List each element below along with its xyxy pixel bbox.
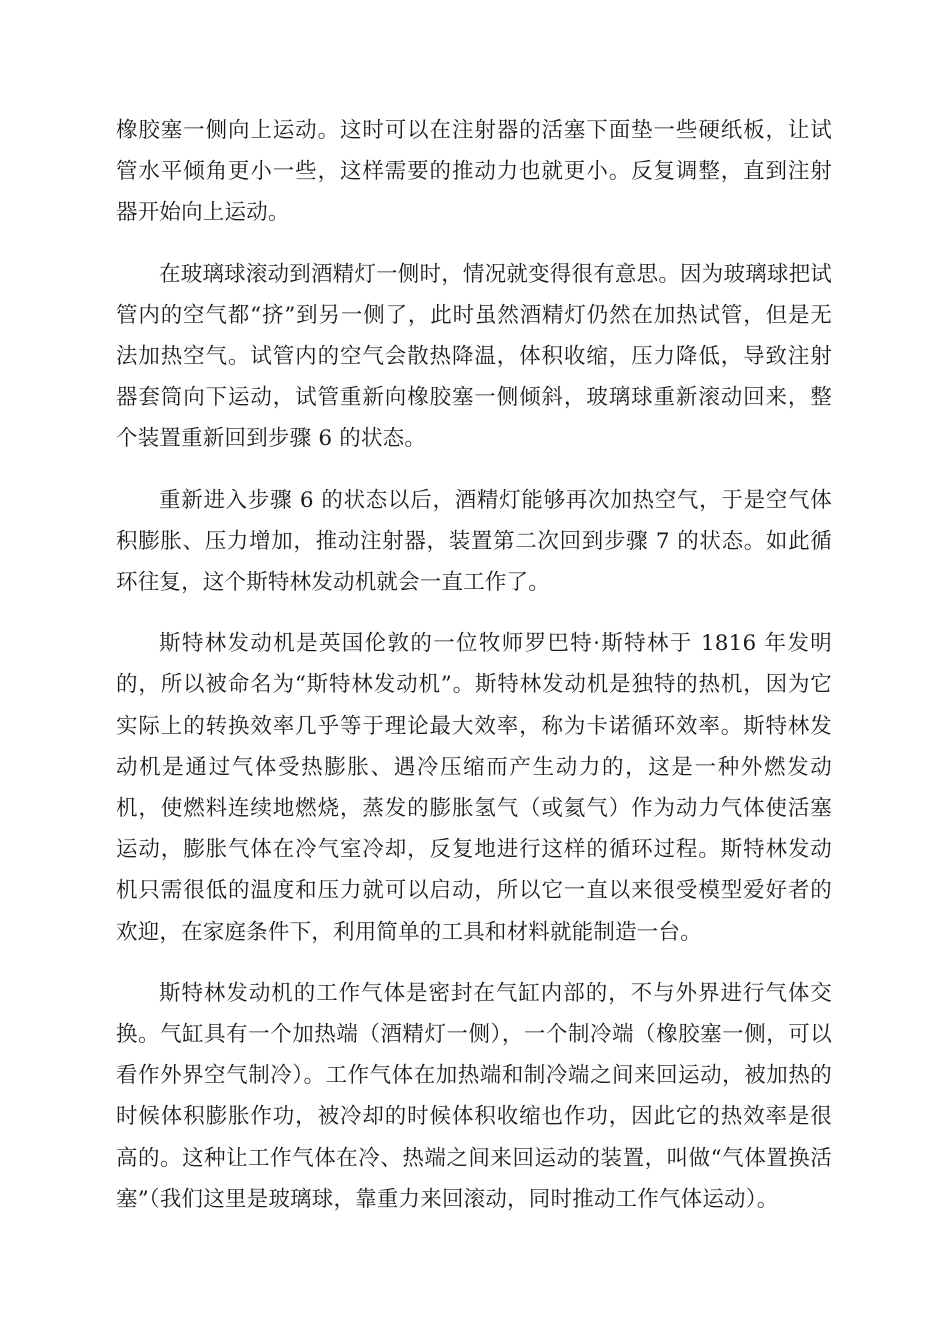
paragraph-1: 橡胶塞一侧向上运动。这时可以在注射器的活塞下面垫一些硬纸板，让试管水平倾角更小一些，这样需要的推动力也就更小。反复调整，直到注射器开始向上运动。 — [116, 118, 832, 226]
paragraph-2: 在玻璃球滚动到酒精灯一侧时，情况就变得很有意思。因为玻璃球把试管内的空气都“挤”到另一侧了，此时虽然酒精灯仍然在加热试管，但是无法加热空气。试管内的空气会散热降温，体积收缩，压力降低，导致注射器套筒向下运动，试管重新向橡胶塞一侧倾斜，玻璃球重新滚动回来，整个装置重新回到步骤 6 的状态。 — [116, 261, 832, 452]
paragraph-4: 斯特林发动机是英国伦敦的一位牧师罗巴特·斯特林于 1816 年发明的，所以被命名为“斯特林发动机”。斯特林发动机是独特的热机，因为它实际上的转换效率几乎等于理论最大效率，称为卡诺循环效率。斯特林发动机是通过气体受热膨胀、遇冷压缩而产生动力的，这是一种外燃发动机，使燃料连续地燃烧，蒸发的膨胀氢气（或氦气）作为动力气体使活塞运动，膨胀气体在冷气室冷却，反复地进行这样的循环过程。斯特林发动机只需很低的温度和压力就可以启动，所以它一直以来很受模型爱好者的欢迎，在家庭条件下，利用简单的工具和材料就能制造一台。 — [116, 631, 832, 945]
paragraph-3: 重新进入步骤 6 的状态以后，酒精灯能够再次加热空气，于是空气体积膨胀、压力增加，推动注射器，装置第二次回到步骤 7 的状态。如此循环往复，这个斯特林发动机就会一直工作了。 — [116, 487, 832, 596]
paragraph-5: 斯特林发动机的工作气体是密封在气缸内部的，不与外界进行气体交换。气缸具有一个加热端（酒精灯一侧），一个制冷端（橡胶塞一侧，可以看作外界空气制冷）。工作气体在加热端和制冷端之间来回运动，被加热的时候体积膨胀作功，被冷却的时候体积收缩也作功，因此它的热效率是很高的。这种让工作气体在冷、热端之间来回运动的装置，叫做“气体置换活塞”（我们这里是玻璃球，靠重力来回滚动，同时推动工作气体运动）。 — [116, 980, 832, 1212]
document-body — [116, 110, 832, 1240]
